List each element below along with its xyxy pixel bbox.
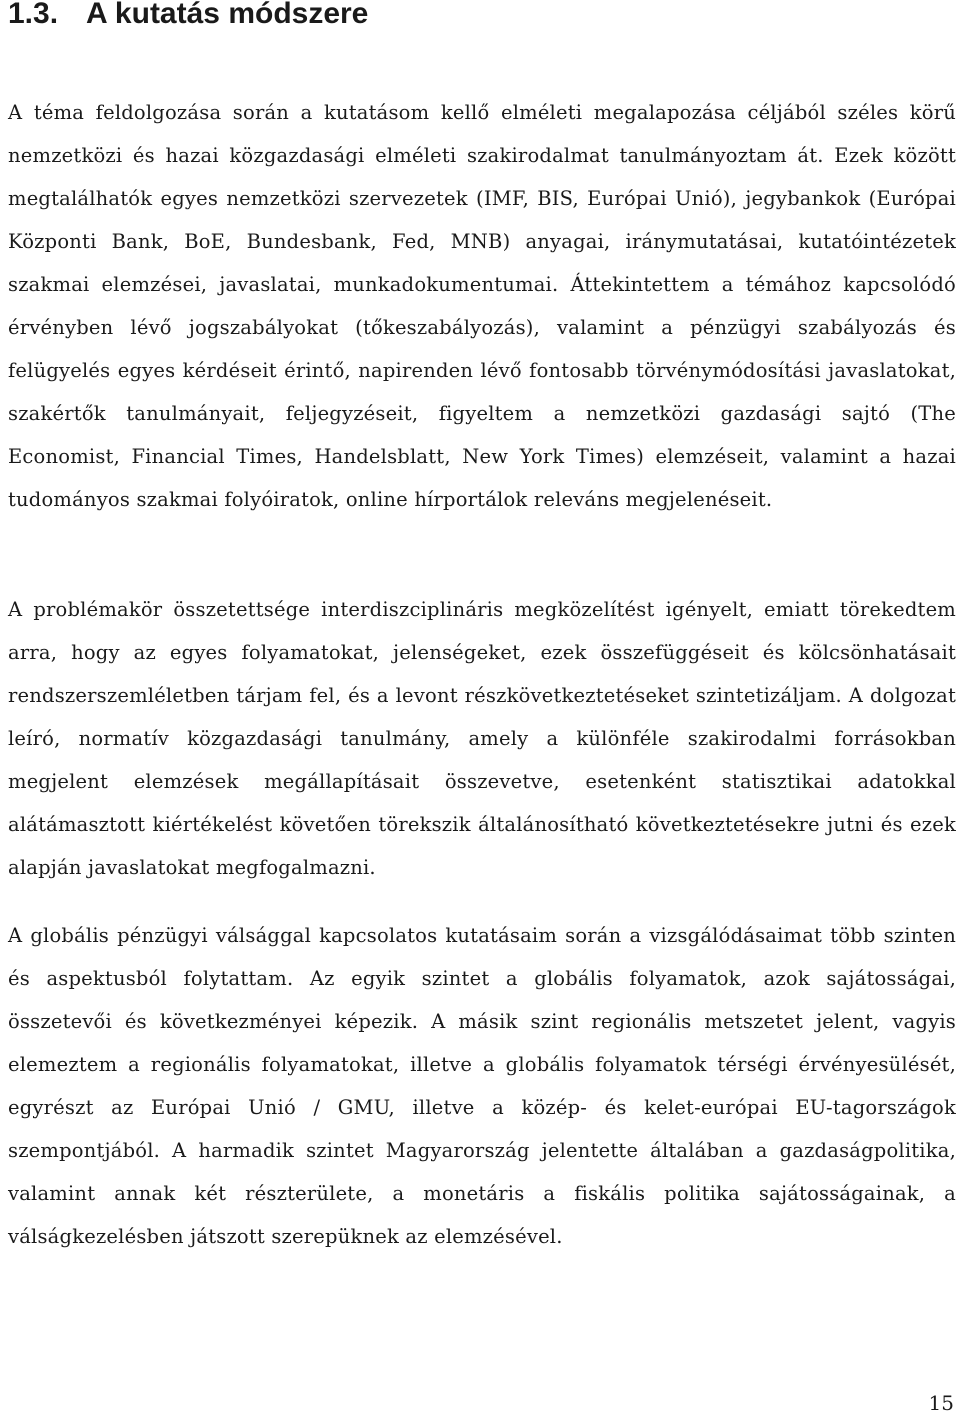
body-paragraph-2: A problémakör összetettsége interdiszciplináris megközelítést igényelt, emiatt törekedtem arra, hogy az egyes folyamatokat, jelenségeket, ezek összefüggéseit és kölcsönhatásait rendszerszemléletben tárjam fel, és a levont részkövetkeztetéseket szintetizáljam. A dolgozat leíró, normatív közgazdasági tanulmány, amely a különféle szakirodalmi forrásokban megjelent elemzések megállapításait összevetve, esetenként statisztikai adatokkal alátámasztott kiértékelést követően törekszik általánosítható következtetésekre jutni és ezek alapján javaslatokat megfogalmazni. [8,598,956,879]
section-number: 1.3. [8,0,59,30]
page-number: 15 [928,1391,954,1415]
section-heading [8,0,368,34]
body-paragraph-3: A globális pénzügyi válsággal kapcsolatos kutatásaim során a vizsgálódásaimat több szinten és aspektusból folytattam. Az egyik szintet a globális folyamatok, azok sajátosságai, összetevői és következményei képezik. A másik szint regionális metszetet jelent, vagyis elemeztem a regionális folyamatokat, illetve a globális folyamatok térségi érvényesülését, egyrészt az Európai Unió / GMU, illetve a közép- és kelet-európai EU-tagországok szempontjából. A harmadik szintet Magyarország jelentette általában a gazdaságpolitika, valamint annak két részterülete, a monetáris a fiskális politika sajátosságainak, a válságkezelésben játszott szerepüknek az elemzésével. [8,924,956,1248]
section-title: A kutatás módszere [86,0,369,30]
body-paragraph-1: A téma feldolgozása során a kutatásom kellő elméleti megalapozása céljából széles körű nemzetközi és hazai közgazdasági elméleti szakirodalmat tanulmányoztam át. Ezek között megtalálhatók egyes nemzetközi szervezetek (IMF, BIS, Európai Unió), jegybankok (Európai Központi Bank, BoE, Bundesbank, Fed, MNB) anyagai, iránymutatásai, kutatóintézetek szakmai elemzései, javaslatai, munkadokumentumai. Áttekintettem a témához kapcsolódó érvényben lévő jogszabályokat (tőkeszabályozás), valamint a pénzügyi szabályozás és felügyelés egyes kérdéseit érintő, napirenden lévő fontosabb törvénymódosítási javaslatokat, szakértők tanulmányait, feljegyzéseit, figyeltem a nemzetközi gazdasági sajtó (The Economist, Financial Times, Handelsblatt, New York Times) elemzéseit, valamint a hazai tudományos szakmai folyóiratok, online hírportálok releváns megjelenéseit. [8,101,956,511]
